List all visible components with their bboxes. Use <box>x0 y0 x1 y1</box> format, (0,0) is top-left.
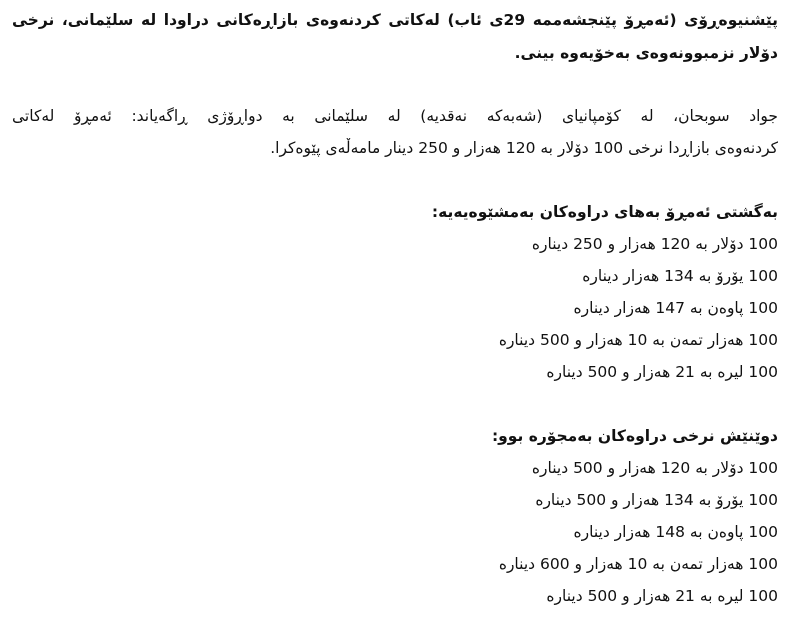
today-rate-usd: 100 دۆلار بە 120 هەزار و 250 دینارە <box>531 235 778 253</box>
yesterday-rate-gbp: 100 پاوەن بە 148 هەزار دینارە <box>573 523 778 541</box>
today-rate-eur: 100 یۆرۆ بە 134 هەزار دینارە <box>582 267 778 285</box>
today-rates-heading: بەگشتی ئەمڕۆ بەهای دراوەکان بەمشێوەیەیە: <box>431 203 778 221</box>
yesterday-rate-usd: 100 دۆلار بە 120 هەزار و 500 دینارە <box>531 459 778 477</box>
intro-line-2: کردنەوەی بازاڕدا نرخی 100 دۆلار بە 120 هەزار و 250 دینار مامەڵەی پێوەکرا. <box>270 139 778 157</box>
today-rate-gbp: 100 پاوەن بە 147 هەزار دینارە <box>573 299 778 317</box>
intro-line-1: جواد سوبحان، لە کۆمپانیای (شەبەکە نەقدیە) لە سلێمانی بە دواڕۆژی ڕاگەیاند: ئەمڕۆ لەکاتی <box>12 107 778 125</box>
today-rate-toman: 100 هەزار تمەن بە 10 هەزار و 500 دینارە <box>498 331 778 349</box>
today-rate-lira: 100 لیرە بە 21 هەزار و 500 دینارە <box>546 363 778 381</box>
lead-line-1: پێشنیوەڕۆی (ئەمڕۆ پێنجشەممە 29ی ئاب) لەکاتی کردنەوەی بازاڕەکانی دراودا لە سلێمانی، نرخی <box>12 11 778 29</box>
yesterday-rate-eur: 100 یۆرۆ بە 134 هەزار و 500 دینارە <box>535 491 778 509</box>
yesterday-rate-toman: 100 هەزار تمەن بە 10 هەزار و 600 دینارە <box>498 555 778 573</box>
yesterday-rates-heading: دوێنێش نرخی دراوەکان بەمجۆرە بوو: <box>491 427 778 445</box>
yesterday-rate-lira: 100 لیرە بە 21 هەزار و 500 دینارە <box>546 587 778 605</box>
lead-line-2: دۆلار نزمبوونەوەی بەخۆیەوە بینی. <box>514 44 778 62</box>
